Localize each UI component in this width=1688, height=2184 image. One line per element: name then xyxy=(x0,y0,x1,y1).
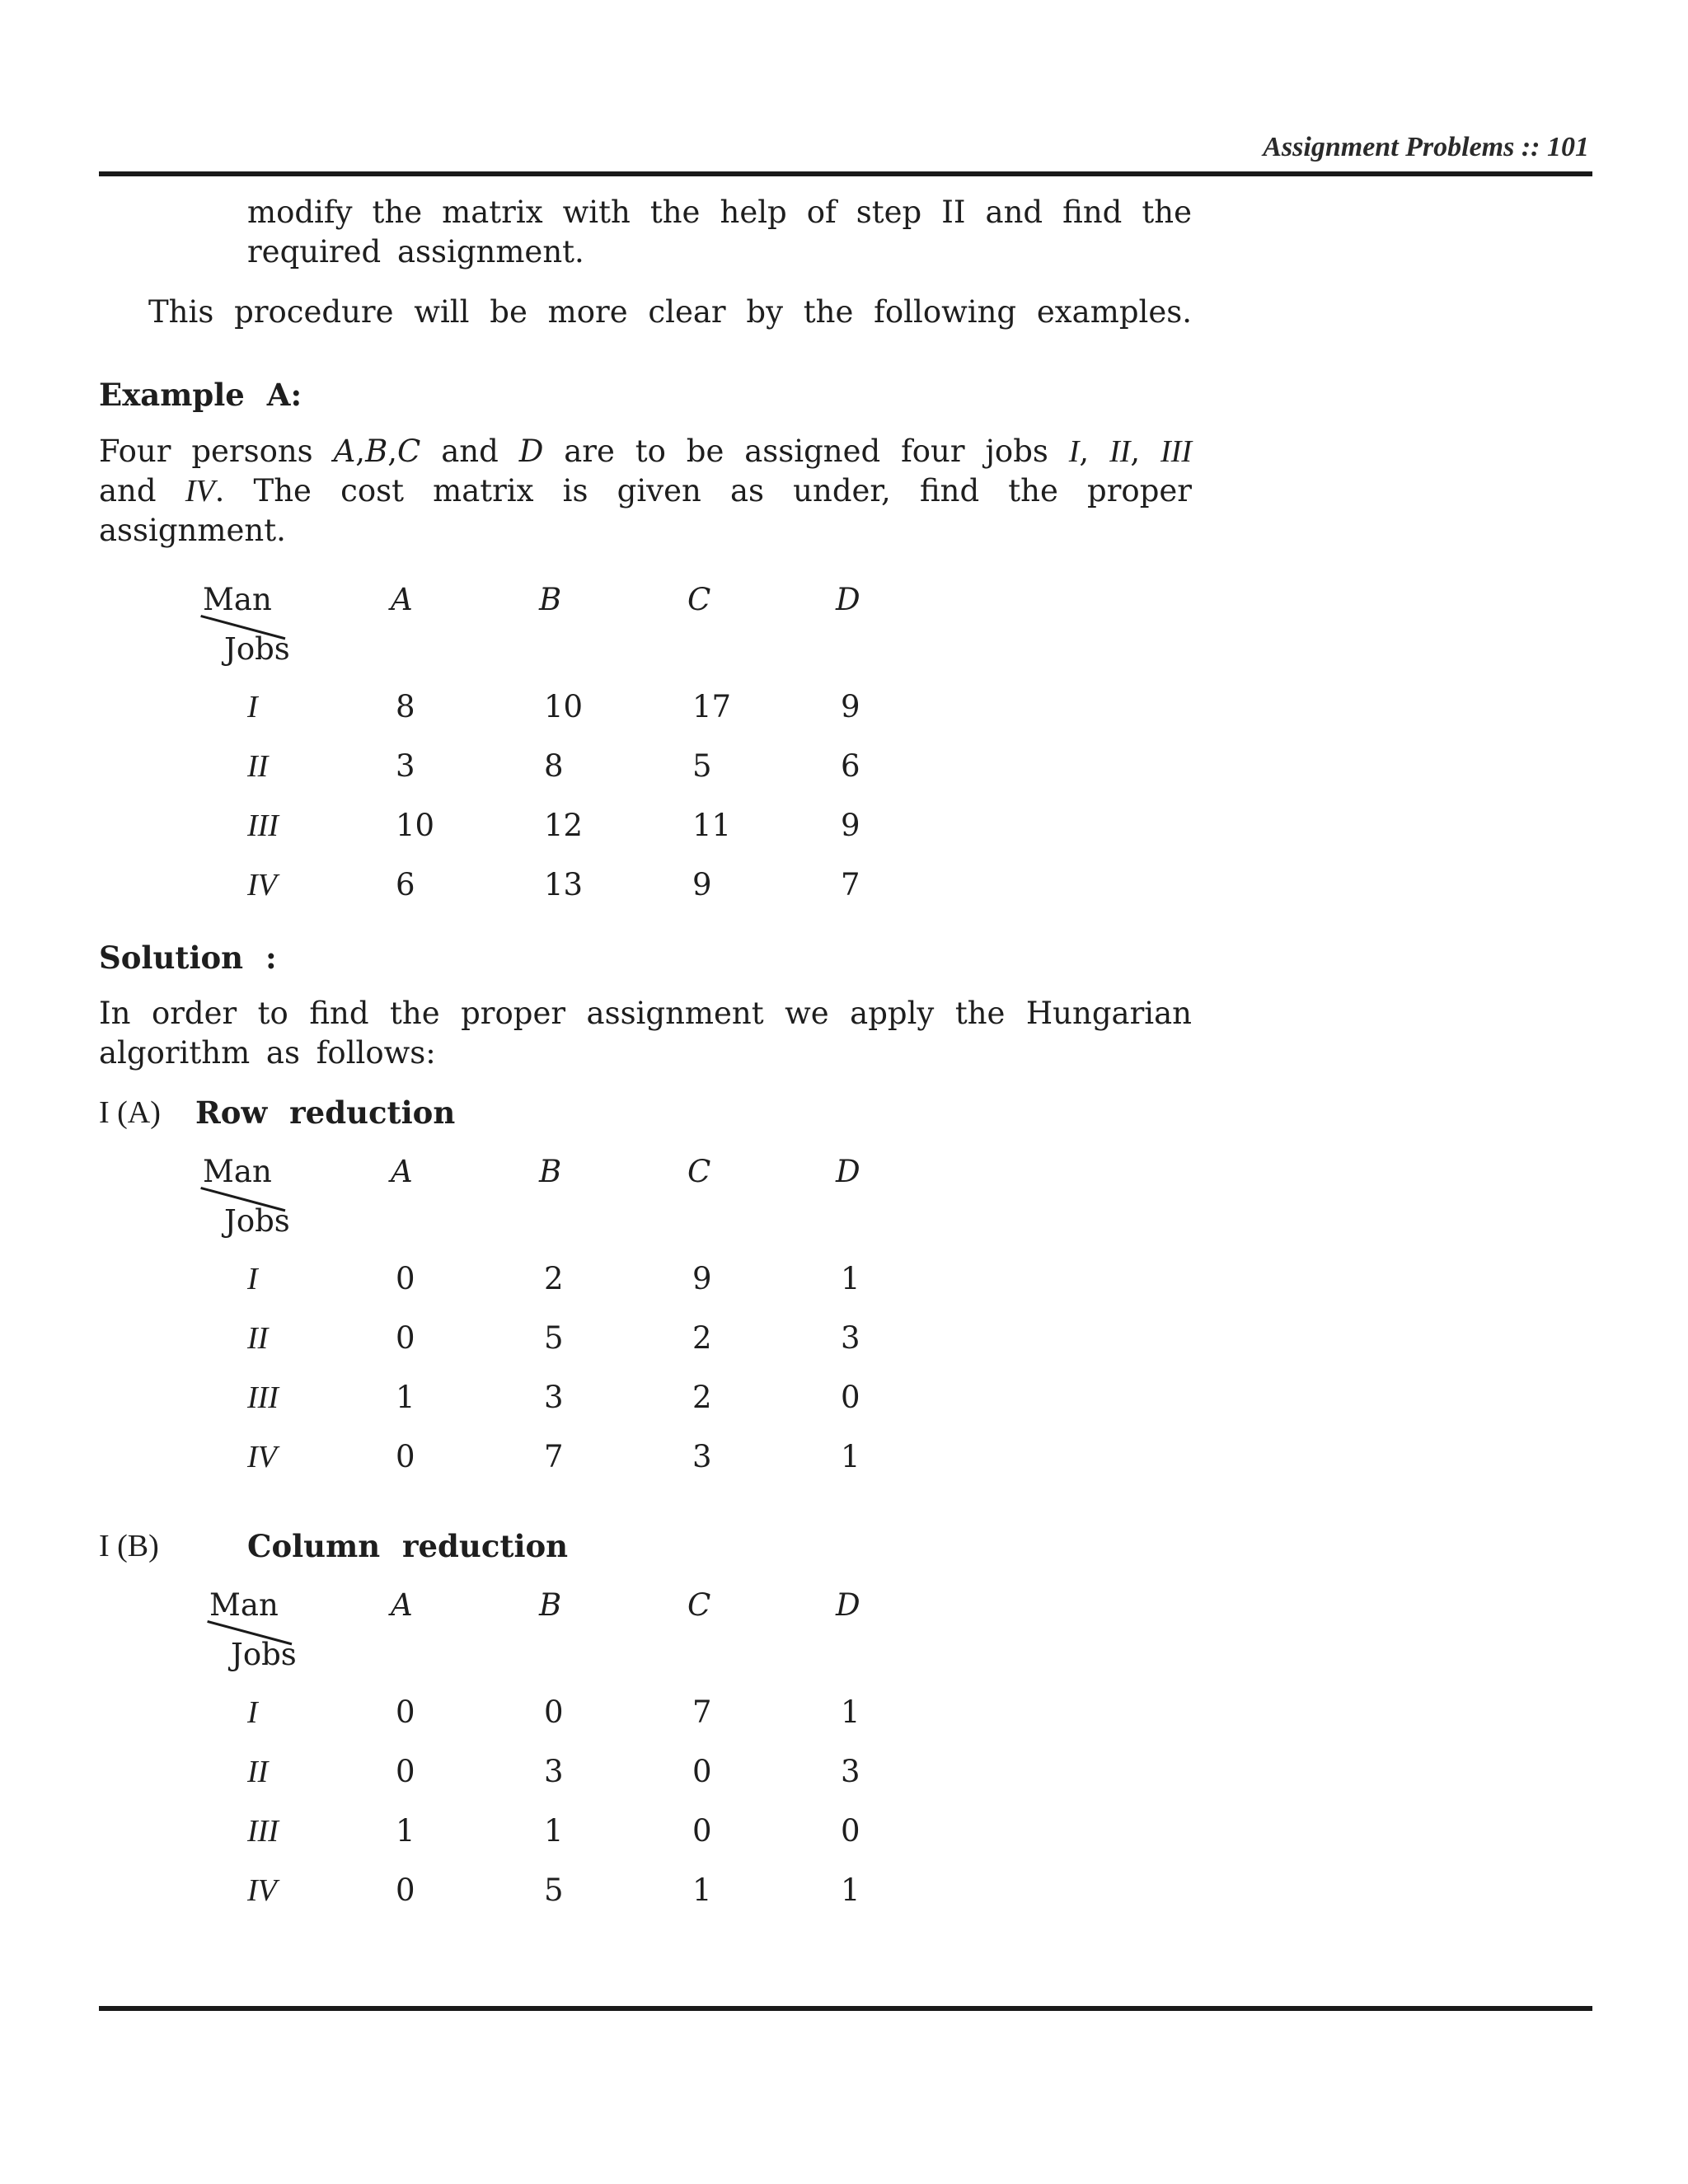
footer-rule xyxy=(99,2006,1592,2011)
matrix-cell: 2 xyxy=(692,1380,712,1415)
solution-heading: Solution : xyxy=(99,940,277,976)
continued-text-line-1: modify the matrix with the help of step II and find the xyxy=(247,194,1192,230)
matrix-cell: 12 xyxy=(544,808,584,843)
column-header-d: D xyxy=(836,582,860,617)
matrix-cell: 2 xyxy=(544,1261,564,1296)
column-header-b: B xyxy=(539,582,562,617)
row-label-i: I xyxy=(247,690,258,724)
matrix-cell: 0 xyxy=(841,1380,860,1415)
header-rule xyxy=(99,171,1592,176)
column-header-d: D xyxy=(836,1154,860,1189)
matrix-cell: 9 xyxy=(841,808,860,843)
matrix-cell: 1 xyxy=(544,1813,564,1849)
matrix-cell: 5 xyxy=(544,1320,564,1356)
example-heading: Example A: xyxy=(99,377,302,413)
matrix-cell: 3 xyxy=(396,748,415,784)
matrix-cell: 9 xyxy=(692,867,712,902)
matrix-cell: 17 xyxy=(692,689,732,724)
problem-line-3: assignment. xyxy=(99,513,286,548)
column-header-b: B xyxy=(539,1154,562,1189)
corner-label-man: Man xyxy=(203,582,272,617)
matrix-cell: 10 xyxy=(396,808,435,843)
corner-label-man: Man xyxy=(203,1154,272,1189)
corner-label-jobs: Jobs xyxy=(231,1637,297,1672)
column-header-a: A xyxy=(391,1154,413,1189)
matrix-cell: 5 xyxy=(692,748,712,784)
problem-line-1: Four persons A,B,C and D are to be assigned four jobs I, II, III xyxy=(99,434,1192,469)
continued-text-line-2: required assignment. xyxy=(247,234,584,269)
step-ia-label: Row reduction xyxy=(195,1094,456,1131)
matrix-cell: 0 xyxy=(396,1872,415,1908)
column-header-c: C xyxy=(687,1587,711,1623)
matrix-cell: 7 xyxy=(692,1694,712,1730)
matrix-cell: 1 xyxy=(841,1694,860,1730)
column-header-c: C xyxy=(687,1154,711,1189)
matrix-cell: 5 xyxy=(544,1872,564,1908)
matrix-cell: 7 xyxy=(841,867,860,902)
row-label-ii: II xyxy=(247,1755,269,1789)
row-label-iii: III xyxy=(247,1380,279,1415)
step-ia-prefix: I (A) xyxy=(99,1095,161,1130)
matrix-cell: 0 xyxy=(396,1439,415,1474)
procedure-text: This procedure will be more clear by the following examples. xyxy=(148,294,1192,330)
matrix-cell: 0 xyxy=(396,1261,415,1296)
matrix-cell: 2 xyxy=(692,1320,712,1356)
column-header-a: A xyxy=(391,1587,413,1623)
column-header-b: B xyxy=(539,1587,562,1623)
matrix-cell: 0 xyxy=(692,1813,712,1849)
matrix-cell: 13 xyxy=(544,867,584,902)
matrix-cell: 1 xyxy=(396,1380,415,1415)
step-ib-label: Column reduction xyxy=(247,1528,569,1564)
matrix-cell: 3 xyxy=(544,1754,564,1789)
matrix-cell: 0 xyxy=(396,1320,415,1356)
solution-line-2: algorithm as follows: xyxy=(99,1035,436,1071)
matrix-cell: 1 xyxy=(841,1439,860,1474)
matrix-cell: 3 xyxy=(841,1320,860,1356)
matrix-cell: 0 xyxy=(692,1754,712,1789)
row-label-iii: III xyxy=(247,1814,279,1849)
matrix-cell: 3 xyxy=(544,1380,564,1415)
matrix-cell: 0 xyxy=(396,1754,415,1789)
matrix-cell: 9 xyxy=(841,689,860,724)
row-label-iv: IV xyxy=(247,868,277,902)
matrix-cell: 3 xyxy=(841,1754,860,1789)
row-label-ii: II xyxy=(247,1321,269,1356)
problem-line-2: and IV. The cost matrix is given as under, find the proper xyxy=(99,473,1192,509)
row-label-iv: IV xyxy=(247,1440,277,1474)
matrix-cell: 8 xyxy=(396,689,415,724)
matrix-cell: 10 xyxy=(544,689,584,724)
column-header-a: A xyxy=(391,582,413,617)
matrix-cell: 0 xyxy=(396,1694,415,1730)
matrix-cell: 7 xyxy=(544,1439,564,1474)
matrix-cell: 0 xyxy=(841,1813,860,1849)
matrix-cell: 6 xyxy=(841,748,860,784)
corner-label-jobs: Jobs xyxy=(224,631,290,667)
corner-label-man: Man xyxy=(209,1587,279,1623)
row-label-i: I xyxy=(247,1695,258,1730)
matrix-cell: 0 xyxy=(544,1694,564,1730)
column-header-d: D xyxy=(836,1587,860,1623)
matrix-cell: 11 xyxy=(692,808,732,843)
matrix-cell: 1 xyxy=(841,1872,860,1908)
row-label-iv: IV xyxy=(247,1873,277,1908)
row-label-iii: III xyxy=(247,808,279,843)
row-label-i: I xyxy=(247,1262,258,1296)
step-ib-prefix: I (B) xyxy=(99,1529,159,1563)
matrix-cell: 3 xyxy=(692,1439,712,1474)
matrix-cell: 1 xyxy=(841,1261,860,1296)
matrix-cell: 1 xyxy=(692,1872,712,1908)
solution-line-1: In order to find the proper assignment we apply the Hungarian xyxy=(99,996,1192,1031)
column-header-c: C xyxy=(687,582,711,617)
matrix-cell: 8 xyxy=(544,748,564,784)
matrix-cell: 1 xyxy=(396,1813,415,1849)
corner-label-jobs: Jobs xyxy=(224,1203,290,1239)
row-label-ii: II xyxy=(247,749,269,784)
running-header: Assignment Problems :: 101 xyxy=(1263,132,1589,162)
matrix-cell: 6 xyxy=(396,867,415,902)
matrix-cell: 9 xyxy=(692,1261,712,1296)
